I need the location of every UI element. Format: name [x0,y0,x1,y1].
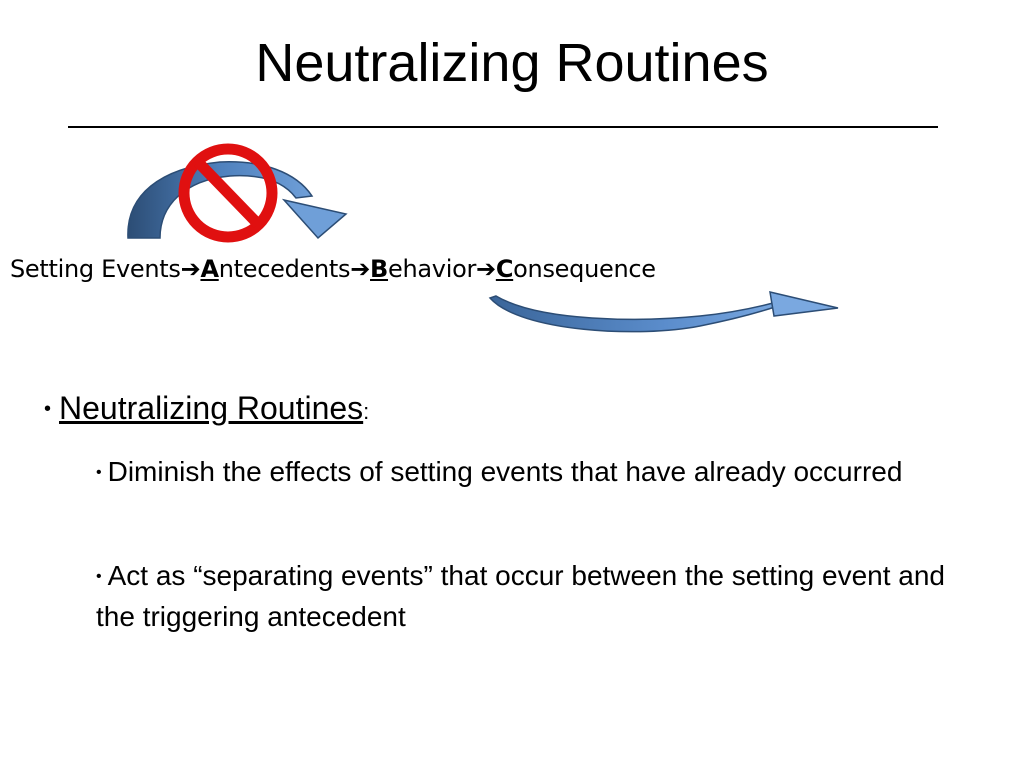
sub-bullet-text: Diminish the effects of setting events that have already occurred [107,456,903,487]
consequence-initial: C [495,255,514,283]
abc-chain [10,252,656,286]
lower-curved-arrow-icon [490,292,838,332]
setting-events-label: Setting Events [10,255,181,283]
sub-bullet-text: Act as “separating events” that occur between the setting event and the triggering antecedent [96,560,945,632]
slide-title: Neutralizing Routines [255,33,769,93]
bullet-heading-colon: : [363,399,370,424]
title-divider [68,126,938,128]
behavior-label: ehavior [388,255,477,283]
antecedents-initial: A [200,255,219,283]
antecedents-label: ntecedents [218,255,351,283]
bullet-icon: • [96,568,102,585]
bullet-icon: • [96,464,102,481]
bullet-heading: Neutralizing Routines [59,390,364,426]
right-arrow-icon: ➔ [476,255,496,283]
consequence-label: onsequence [513,255,656,283]
right-arrow-icon: ➔ [350,255,371,283]
right-arrow-icon: ➔ [180,255,201,283]
sub-bullet-item [96,452,986,493]
sub-bullet-item [96,556,986,637]
abc-diagram [0,140,1024,350]
behavior-initial: B [370,255,389,283]
bullet-icon: • [44,398,52,420]
bullet-heading-item [44,386,369,434]
